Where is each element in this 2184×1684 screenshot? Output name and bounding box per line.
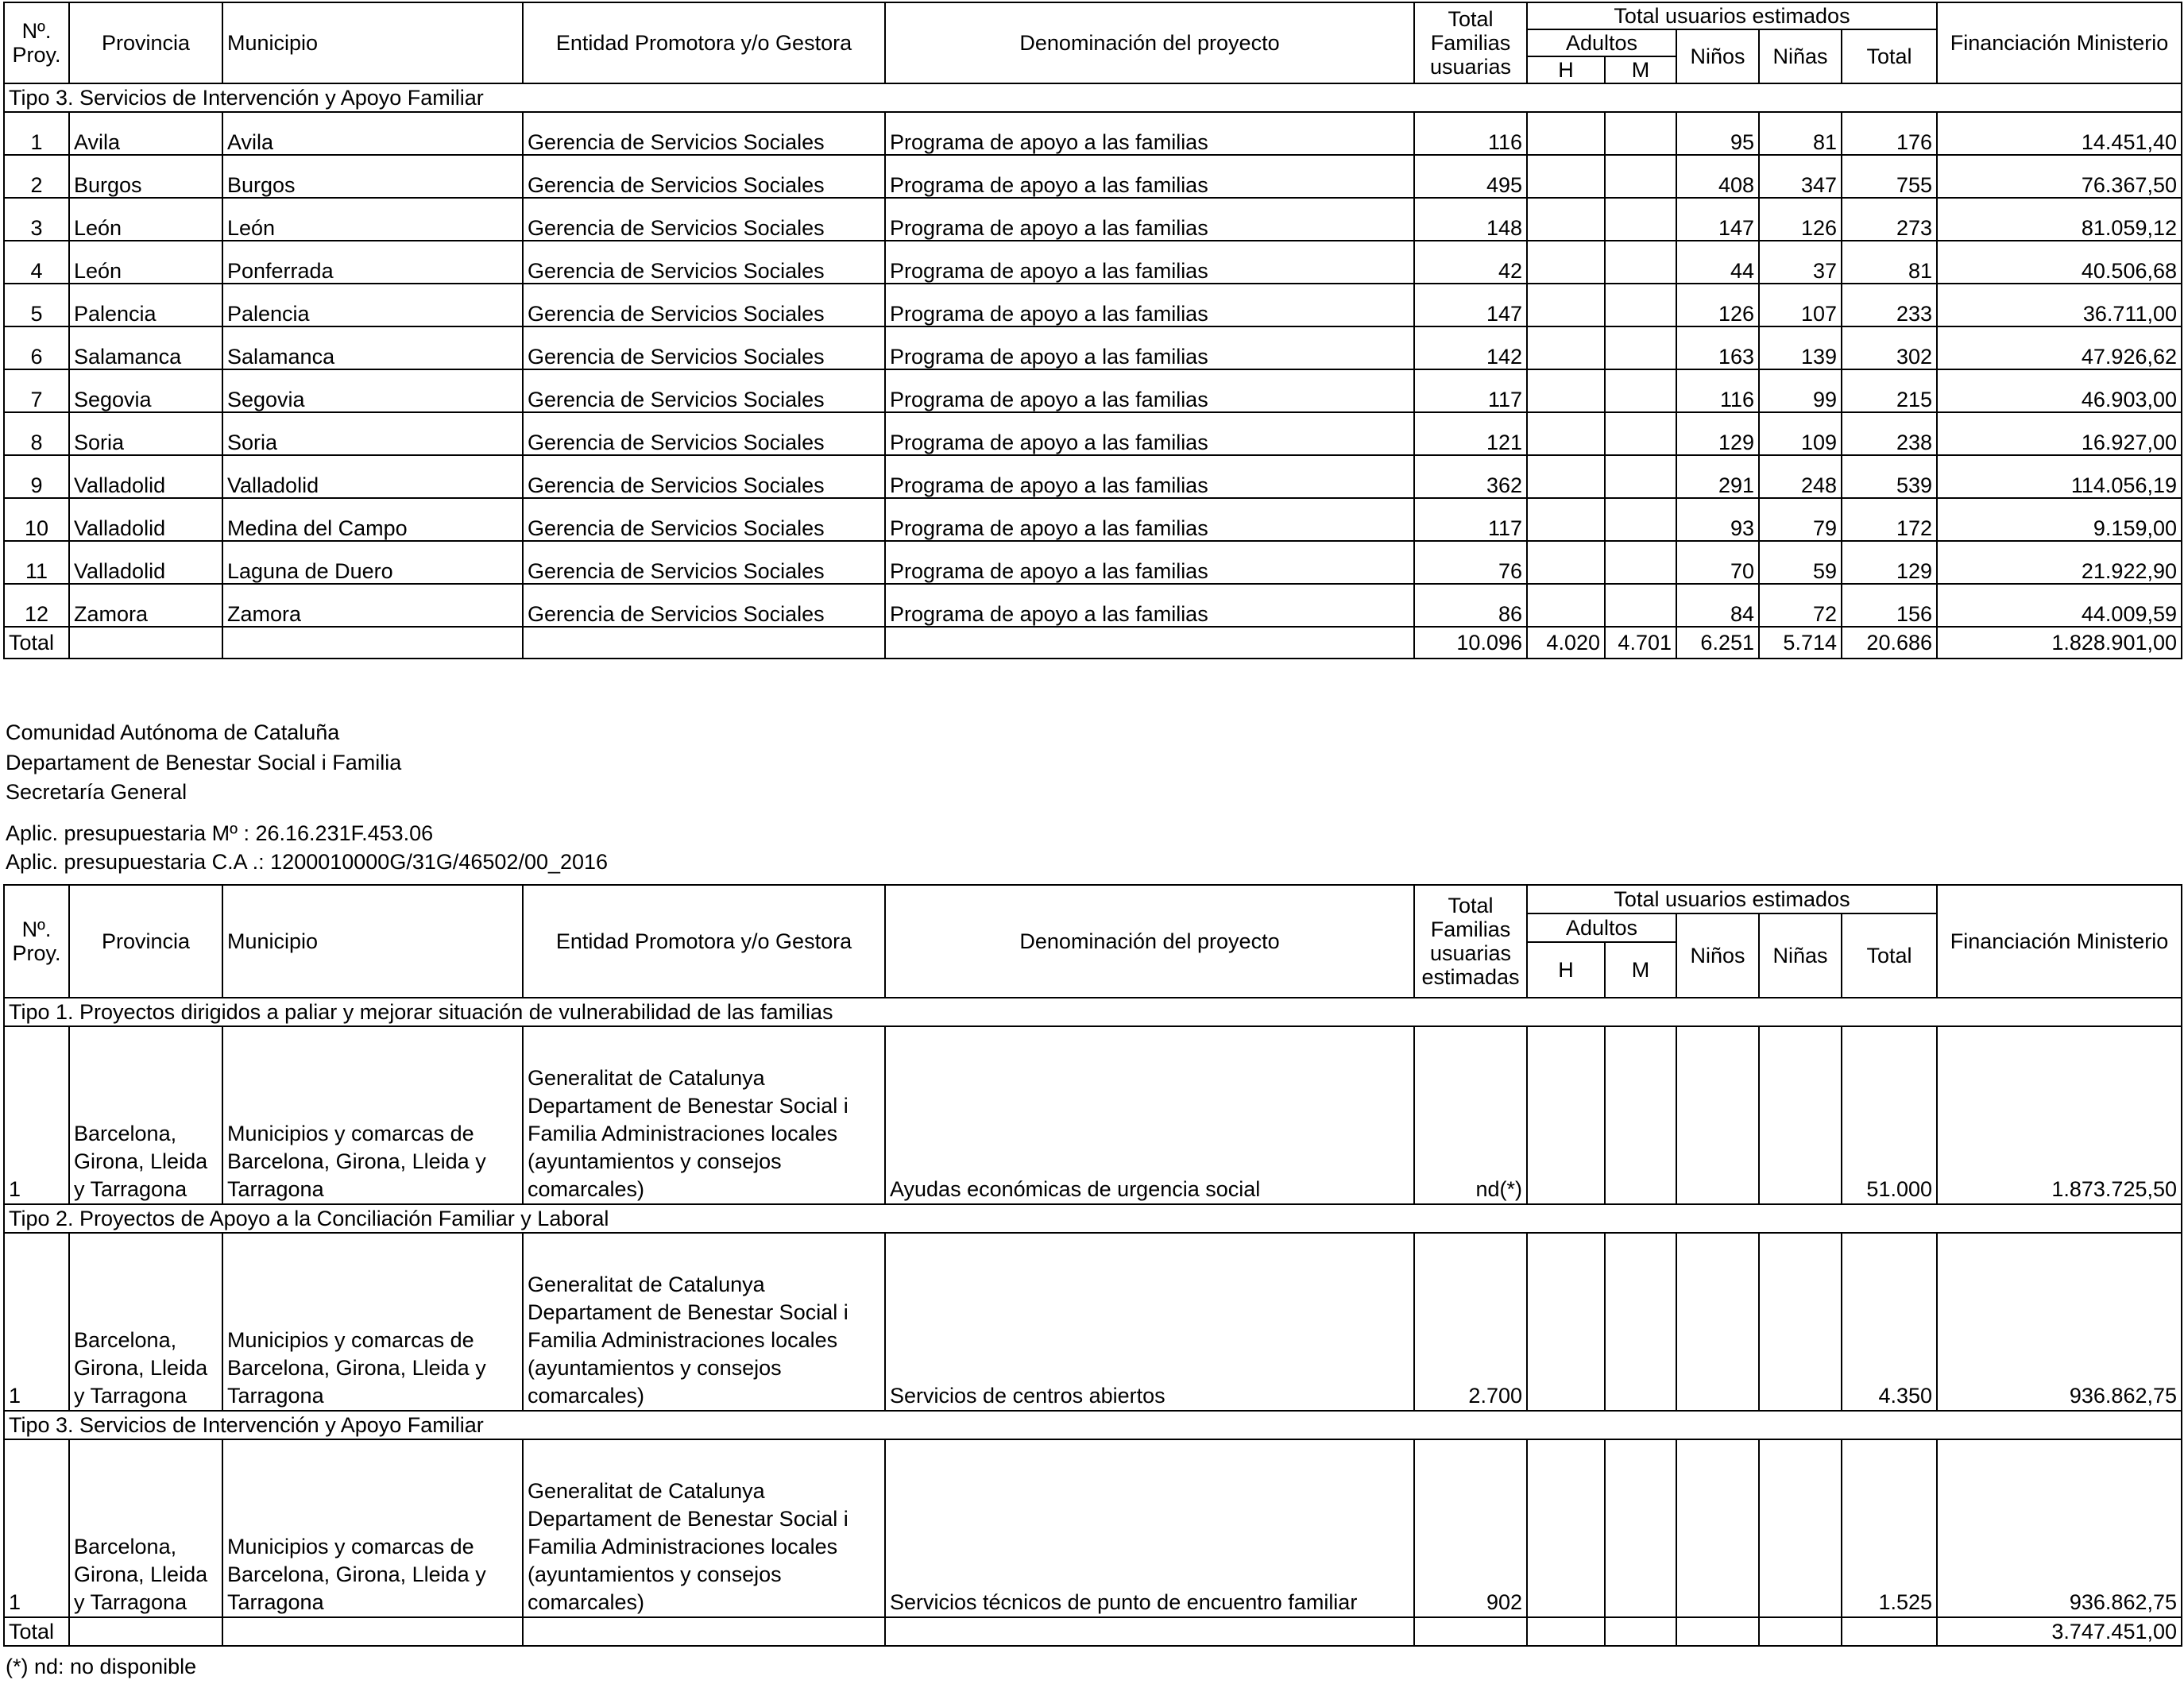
cell-denominacion: Programa de apoyo a las familias [885,369,1414,412]
header-adultos: Adultos [1527,29,1676,56]
total-label: Total [4,627,69,659]
cell-municipio: Valladolid [222,455,523,498]
total-empty [222,1617,523,1646]
table-row [4,155,2182,198]
cell-familias: 117 [1414,498,1527,541]
cell-familias: 147 [1414,284,1527,326]
cell-m [1605,412,1676,455]
cell-ninos: 95 [1676,112,1759,155]
cell-m [1605,284,1676,326]
cell-ninas: 79 [1759,498,1842,541]
cell-total: 176 [1842,112,1937,155]
cell-m [1605,241,1676,284]
total-empty [1414,1617,1527,1646]
table-row [4,1026,2182,1204]
cell-municipio: Medina del Campo [222,498,523,541]
cell-entidad: Gerencia de Servicios Sociales [523,112,885,155]
cell-total: 302 [1842,326,1937,369]
cell-denominacion: Servicios de centros abiertos [885,1233,1414,1411]
header-financiacion: Financiación Ministerio [1937,2,2182,83]
table-row [4,1233,2182,1411]
cell-provincia: Palencia [69,284,222,326]
total-empty [1676,1617,1759,1646]
cell-m [1605,1026,1676,1204]
cell-ninos: 44 [1676,241,1759,284]
cell-ninas: 99 [1759,369,1842,412]
cell-familias: 142 [1414,326,1527,369]
cell-total: 4.350 [1842,1233,1937,1411]
cell-m [1605,369,1676,412]
cell-nproy: 10 [4,498,69,541]
table-row [4,284,2182,326]
cell-entidad: Gerencia de Servicios Sociales [523,155,885,198]
cell-denominacion: Programa de apoyo a las familias [885,541,1414,584]
total-empty [1605,1617,1676,1646]
cell-financiacion: 46.903,00 [1937,369,2182,412]
cell-familias: 362 [1414,455,1527,498]
section-row [4,1204,2182,1233]
header-financiacion: Financiación Ministerio [1937,885,2182,998]
header-entidad: Entidad Promotora y/o Gestora [523,885,885,998]
cell-m [1605,498,1676,541]
cell-entidad: Gerencia de Servicios Sociales [523,284,885,326]
cell-m [1605,455,1676,498]
cell-denominacion: Programa de apoyo a las familias [885,198,1414,241]
cell-denominacion: Programa de apoyo a las familias [885,112,1414,155]
cell-ninos [1676,1233,1759,1411]
table-row [4,541,2182,584]
cell-provincia: Barcelona, Girona, Lleida y Tarragona [69,1439,222,1617]
cell-total: 172 [1842,498,1937,541]
cell-municipio: Avila [222,112,523,155]
cell-familias: 2.700 [1414,1233,1527,1411]
total-financiacion: 1.828.901,00 [1937,627,2182,659]
total-ninas: 5.714 [1759,627,1842,659]
cell-provincia: Valladolid [69,455,222,498]
cell-familias: nd(*) [1414,1026,1527,1204]
cell-provincia: León [69,241,222,284]
total-empty [1842,1617,1937,1646]
cell-familias: 902 [1414,1439,1527,1617]
cell-provincia: Barcelona, Girona, Lleida y Tarragona [69,1233,222,1411]
cell-entidad: Gerencia de Servicios Sociales [523,584,885,627]
header-h: H [1527,942,1605,998]
cell-m [1605,112,1676,155]
cell-nproy: 8 [4,412,69,455]
cell-municipio: Zamora [222,584,523,627]
cell-entidad: Gerencia de Servicios Sociales [523,241,885,284]
header-provincia: Provincia [69,885,222,998]
total-label: Total [4,1617,69,1646]
header-total-usuarios: Total usuarios estimados [1527,2,1937,29]
cell-entidad: Gerencia de Servicios Sociales [523,412,885,455]
cell-h [1527,541,1605,584]
cell-denominacion: Programa de apoyo a las familias [885,455,1414,498]
cell-total: 129 [1842,541,1937,584]
cell-provincia: Soria [69,412,222,455]
cell-familias: 495 [1414,155,1527,198]
cell-nproy: 3 [4,198,69,241]
cell-denominacion: Ayudas económicas de urgencia social [885,1026,1414,1204]
cell-ninas: 347 [1759,155,1842,198]
cell-h [1527,241,1605,284]
cell-provincia: Zamora [69,584,222,627]
cell-municipio: Soria [222,412,523,455]
cell-h [1527,498,1605,541]
cell-entidad: Gerencia de Servicios Sociales [523,498,885,541]
cell-financiacion: 114.056,19 [1937,455,2182,498]
cell-denominacion: Programa de apoyo a las familias [885,326,1414,369]
cell-municipio: Burgos [222,155,523,198]
total-empty [523,1617,885,1646]
section-row [4,998,2182,1026]
cell-total: 156 [1842,584,1937,627]
cell-ninas: 72 [1759,584,1842,627]
cell-nproy: 11 [4,541,69,584]
cell-ninos: 408 [1676,155,1759,198]
cell-entidad: Generalitat de Catalunya Departament de Benestar Social i Familia Administraciones locales (ayuntamientos y consejos comarcales) [523,1026,885,1204]
cell-denominacion: Programa de apoyo a las familias [885,584,1414,627]
aplic-ca: Aplic. presupuestaria C.A .: 1200010000G/31G/46502/00_2016 [6,850,609,874]
section-title: Tipo 3. Servicios de Intervención y Apoyo Familiar [4,83,2182,112]
cell-denominacion: Servicios técnicos de punto de encuentro familiar [885,1439,1414,1617]
section-title: Tipo 3. Servicios de Intervención y Apoyo Familiar [4,1411,2182,1439]
cell-entidad: Generalitat de Catalunya Departament de Benestar Social i Familia Administraciones locales (ayuntamientos y consejos comarcales) [523,1439,885,1617]
header-provincia: Provincia [69,2,222,83]
header-entidad: Entidad Promotora y/o Gestora [523,2,885,83]
total-empty [69,1617,222,1646]
cell-familias: 42 [1414,241,1527,284]
header-total: Total [1842,29,1937,83]
cell-m [1605,1439,1676,1617]
cell-entidad: Gerencia de Servicios Sociales [523,326,885,369]
cell-provincia: Barcelona, Girona, Lleida y Tarragona [69,1026,222,1204]
table-row [4,326,2182,369]
cell-total: 215 [1842,369,1937,412]
cell-entidad: Gerencia de Servicios Sociales [523,541,885,584]
total-financiacion: 3.747.451,00 [1937,1617,2182,1646]
cell-financiacion: 81.059,12 [1937,198,2182,241]
section-row [4,1411,2182,1439]
cell-total: 1.525 [1842,1439,1937,1617]
cell-ninos: 93 [1676,498,1759,541]
total-total: 20.686 [1842,627,1937,659]
cell-total: 755 [1842,155,1937,198]
header-m: M [1605,942,1676,998]
table-row [4,198,2182,241]
cell-financiacion: 14.451,40 [1937,112,2182,155]
cell-financiacion: 936.862,75 [1937,1233,2182,1411]
cell-h [1527,326,1605,369]
header-total-usuarios: Total usuarios estimados [1527,885,1937,913]
cell-ninas: 109 [1759,412,1842,455]
header-nproy: Nº. Proy. [4,2,69,83]
table-row [4,112,2182,155]
cell-h [1527,1233,1605,1411]
header-municipio: Municipio [222,885,523,998]
cell-municipio: Ponferrada [222,241,523,284]
cell-nproy: 1 [4,1439,69,1617]
cell-provincia: Segovia [69,369,222,412]
cell-ninas: 81 [1759,112,1842,155]
cell-h [1527,584,1605,627]
cell-m [1605,198,1676,241]
table-row [4,455,2182,498]
cell-financiacion: 936.862,75 [1937,1439,2182,1617]
cell-denominacion: Programa de apoyo a las familias [885,412,1414,455]
cell-m [1605,326,1676,369]
cell-total: 233 [1842,284,1937,326]
cell-financiacion: 9.159,00 [1937,498,2182,541]
cell-entidad: Gerencia de Servicios Sociales [523,198,885,241]
cell-h [1527,112,1605,155]
aplic-ministerio: Aplic. presupuestaria Mº : 26.16.231F.453.06 [6,821,434,845]
cell-entidad: Generalitat de Catalunya Departament de Benestar Social i Familia Administraciones locales (ayuntamientos y consejos comarcales) [523,1233,885,1411]
cell-ninos: 84 [1676,584,1759,627]
cell-denominacion: Programa de apoyo a las familias [885,498,1414,541]
cell-financiacion: 36.711,00 [1937,284,2182,326]
cell-financiacion: 40.506,68 [1937,241,2182,284]
cell-entidad: Gerencia de Servicios Sociales [523,455,885,498]
cell-ninos: 147 [1676,198,1759,241]
cell-financiacion: 44.009,59 [1937,584,2182,627]
total-m: 4.701 [1605,627,1676,659]
secretaria-line: Secretaría General [6,780,187,804]
header-ninas: Niñas [1759,913,1842,998]
cell-nproy: 7 [4,369,69,412]
cell-denominacion: Programa de apoyo a las familias [885,284,1414,326]
cell-ninas [1759,1439,1842,1617]
cell-municipio: Segovia [222,369,523,412]
cell-financiacion: 47.926,62 [1937,326,2182,369]
header-total: Total [1842,913,1937,998]
table-castilla-leon [3,2,2182,659]
cell-ninos: 126 [1676,284,1759,326]
cell-m [1605,1233,1676,1411]
cell-municipio: León [222,198,523,241]
cell-provincia: Salamanca [69,326,222,369]
cell-nproy: 2 [4,155,69,198]
footnote: (*) nd: no disponible [6,1655,197,1678]
cell-h [1527,284,1605,326]
cell-municipio: Salamanca [222,326,523,369]
cell-nproy: 12 [4,584,69,627]
cell-familias: 148 [1414,198,1527,241]
header-denominacion: Denominación del proyecto [885,2,1414,83]
cell-ninas: 139 [1759,326,1842,369]
cell-municipio: Municipios y comarcas de Barcelona, Girona, Lleida y Tarragona [222,1233,523,1411]
header-municipio: Municipio [222,2,523,83]
cell-provincia: Valladolid [69,498,222,541]
cell-financiacion: 16.927,00 [1937,412,2182,455]
departament-line: Departament de Benestar Social i Familia [6,751,402,774]
cell-h [1527,369,1605,412]
cell-ninas: 248 [1759,455,1842,498]
cell-ninas: 37 [1759,241,1842,284]
cell-familias: 121 [1414,412,1527,455]
table-row [4,584,2182,627]
cell-ninos: 116 [1676,369,1759,412]
cell-total: 273 [1842,198,1937,241]
table2-body [4,998,2182,1617]
cell-nproy: 1 [4,1026,69,1204]
total-empty [523,627,885,659]
total-ninos: 6.251 [1676,627,1759,659]
cell-financiacion: 76.367,50 [1937,155,2182,198]
cell-m [1605,155,1676,198]
table1-body [4,112,2182,627]
total-familias: 10.096 [1414,627,1527,659]
cell-familias: 76 [1414,541,1527,584]
cell-ninos: 70 [1676,541,1759,584]
total-empty [1527,1617,1605,1646]
cell-total: 81 [1842,241,1937,284]
cell-nproy: 1 [4,1233,69,1411]
cell-nproy: 5 [4,284,69,326]
cell-total: 238 [1842,412,1937,455]
cell-familias: 117 [1414,369,1527,412]
total-empty [1759,1617,1842,1646]
header-ninos: Niños [1676,913,1759,998]
cell-ninos: 291 [1676,455,1759,498]
cell-provincia: Avila [69,112,222,155]
total-empty [222,627,523,659]
cell-familias: 116 [1414,112,1527,155]
header-h: H [1527,56,1605,83]
cell-provincia: Burgos [69,155,222,198]
table-row [4,498,2182,541]
cell-total: 51.000 [1842,1026,1937,1204]
cell-ninos: 129 [1676,412,1759,455]
header-denominacion: Denominación del proyecto [885,885,1414,998]
table-row [4,1439,2182,1617]
header-ninas: Niñas [1759,29,1842,83]
cell-m [1605,584,1676,627]
section-title: Tipo 1. Proyectos dirigidos a paliar y mejorar situación de vulnerabilidad de las familias [4,998,2182,1026]
header-familias: Total Familias usuarias [1414,2,1527,83]
total-empty [885,1617,1414,1646]
cell-nproy: 9 [4,455,69,498]
header-familias: Total Familias usuarias estimadas [1414,885,1527,998]
cell-nproy: 6 [4,326,69,369]
cell-total: 539 [1842,455,1937,498]
table-row [4,369,2182,412]
section-title: Tipo 2. Proyectos de Apoyo a la Conciliación Familiar y Laboral [4,1204,2182,1233]
cell-municipio: Municipios y comarcas de Barcelona, Girona, Lleida y Tarragona [222,1026,523,1204]
cell-m [1605,541,1676,584]
table-cataluna [3,884,2182,1647]
cell-ninos: 163 [1676,326,1759,369]
header-nproy: Nº. Proy. [4,885,69,998]
cell-denominacion: Programa de apoyo a las familias [885,241,1414,284]
cell-ninos [1676,1026,1759,1204]
cell-h [1527,1026,1605,1204]
comunidad-line: Comunidad Autónoma de Cataluña [6,720,340,744]
table-row [4,412,2182,455]
cell-h [1527,412,1605,455]
cell-entidad: Gerencia de Servicios Sociales [523,369,885,412]
cell-provincia: León [69,198,222,241]
cell-financiacion: 1.873.725,50 [1937,1026,2182,1204]
cell-h [1527,198,1605,241]
cell-ninas: 126 [1759,198,1842,241]
cell-denominacion: Programa de apoyo a las familias [885,155,1414,198]
cell-nproy: 4 [4,241,69,284]
cell-ninas [1759,1026,1842,1204]
cell-ninas [1759,1233,1842,1411]
cell-nproy: 1 [4,112,69,155]
cell-h [1527,155,1605,198]
total-h: 4.020 [1527,627,1605,659]
cell-financiacion: 21.922,90 [1937,541,2182,584]
header-m: M [1605,56,1676,83]
total-empty [69,627,222,659]
cell-municipio: Palencia [222,284,523,326]
header-adultos: Adultos [1527,913,1676,942]
cell-municipio: Municipios y comarcas de Barcelona, Girona, Lleida y Tarragona [222,1439,523,1617]
total-empty [885,627,1414,659]
table-row [4,241,2182,284]
cell-municipio: Laguna de Duero [222,541,523,584]
cell-ninas: 107 [1759,284,1842,326]
header-ninos: Niños [1676,29,1759,83]
cell-ninas: 59 [1759,541,1842,584]
cell-ninos [1676,1439,1759,1617]
cell-h [1527,455,1605,498]
cell-provincia: Valladolid [69,541,222,584]
cell-familias: 86 [1414,584,1527,627]
cell-h [1527,1439,1605,1617]
